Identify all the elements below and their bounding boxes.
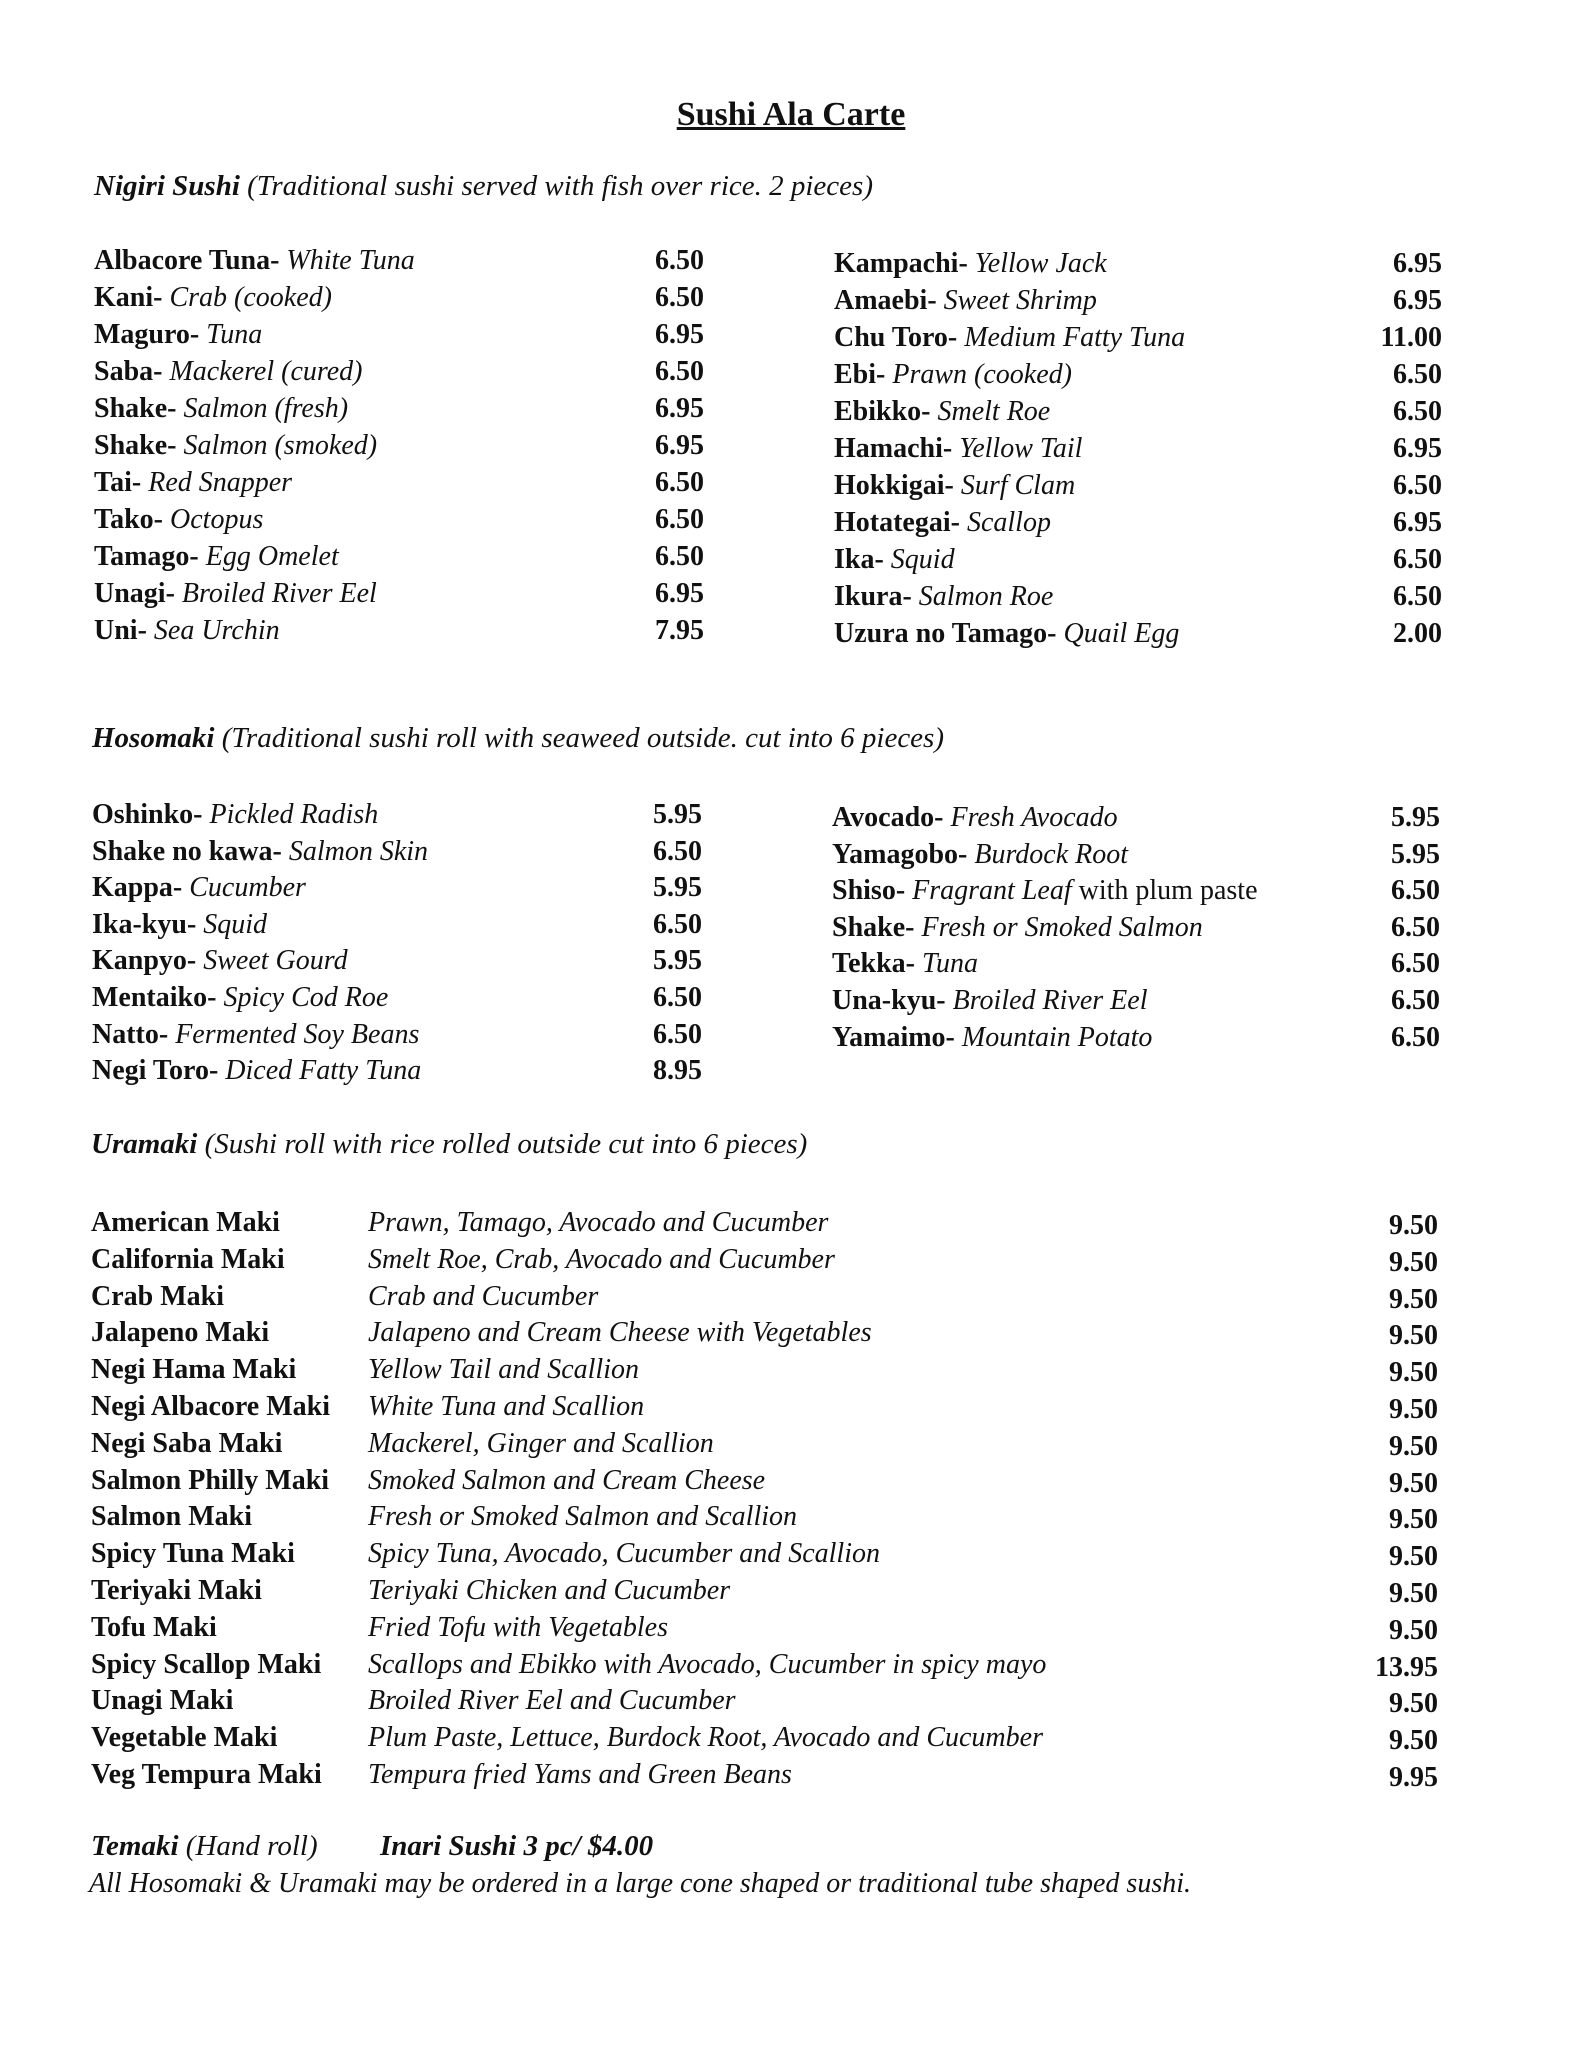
- hosomaki-item-name: [832, 1019, 1152, 1056]
- nigiri-item-price: 6.50: [655, 282, 704, 313]
- hosomaki-item-name: [92, 906, 267, 943]
- nigiri-item-name: [94, 279, 332, 316]
- item-name: Ika-kyu-: [92, 908, 204, 940]
- hosomaki-item-name: [92, 1052, 421, 1089]
- item-description: Burdock Root: [974, 838, 1129, 870]
- item-description: Salmon (smoked): [183, 430, 378, 461]
- nigiri-item-name: [94, 353, 363, 390]
- item-description: Salmon Roe: [918, 581, 1054, 612]
- item-name: Una-kyu-: [832, 985, 953, 1016]
- item-name: Tako-: [94, 504, 171, 535]
- uramaki-item-description: Prawn, Tamago, Avocado and Cucumber: [368, 1207, 829, 1238]
- hosomaki-item-name: [92, 942, 348, 979]
- item-description: Tuna: [206, 319, 263, 350]
- item-description: Squid: [203, 908, 268, 940]
- uramaki-item-price: 9.50: [1389, 1357, 1438, 1389]
- item-name: Maguro-: [94, 319, 207, 350]
- item-name: Hokkigai-: [834, 470, 961, 501]
- nigiri-item-price: 6.95: [1393, 285, 1442, 316]
- item-name: Oshinko-: [92, 799, 210, 830]
- item-description: Quail Egg: [1063, 618, 1180, 649]
- item-name: Chu Toro-: [834, 322, 965, 353]
- item-description: Yellow Tail: [959, 433, 1083, 464]
- item-description: Salmon Skin: [288, 835, 429, 867]
- item-description: Broiled River Eel: [181, 578, 377, 609]
- hosomaki-item-name: [92, 869, 306, 906]
- item-description: Fragrant Leaf: [912, 875, 1072, 907]
- uramaki-heading: [91, 1128, 807, 1161]
- item-extra: with plum paste: [1071, 875, 1258, 907]
- item-name: Spicy Scallop Maki: [91, 1648, 322, 1680]
- item-description: Surf Clam: [960, 470, 1076, 501]
- uramaki-item-description: Fresh or Smoked Salmon and Scallion: [368, 1501, 798, 1533]
- uramaki-item-name: [91, 1719, 277, 1756]
- nigiri-item-name: [94, 464, 292, 501]
- nigiri-item-price: 6.50: [1393, 396, 1442, 427]
- nigiri-item-name: [834, 541, 955, 578]
- hosomaki-item-price: 6.50: [653, 982, 702, 1013]
- nigiri-item-price: 6.50: [655, 356, 704, 387]
- uramaki-item-name: [91, 1572, 262, 1609]
- hosomaki-item-price: 6.50: [653, 1018, 702, 1050]
- uramaki-item-description: Broiled River Eel and Cucumber: [368, 1685, 736, 1717]
- item-name: Kappa-: [92, 872, 190, 904]
- hosomaki-item-price: 6.50: [1391, 1021, 1440, 1053]
- uramaki-item-description: Tempura fried Yams and Green Beans: [368, 1759, 792, 1790]
- item-description: Fermented Soy Beans: [175, 1018, 420, 1050]
- item-description: Fresh or Smoked Salmon: [921, 911, 1203, 943]
- item-name: Shake-: [832, 911, 922, 943]
- uramaki-item-description: Yellow Tail and Scallion: [368, 1354, 639, 1386]
- item-name: Salmon Philly Maki: [91, 1464, 330, 1496]
- nigiri-item-name: [834, 245, 1107, 282]
- item-name: Natto-: [92, 1018, 176, 1050]
- item-description: Medium Fatty Tuna: [964, 322, 1186, 353]
- uramaki-item-name: [91, 1609, 217, 1646]
- footer-note: All Hosomaki & Uramaki may be ordered in a large cone shaped or traditional tube shaped sushi.: [89, 1868, 1191, 1899]
- uramaki-item-description: White Tuna and Scallion: [368, 1391, 645, 1422]
- hosomaki-item-price: 6.50: [1391, 948, 1440, 980]
- nigiri-item-price: 6.95: [1393, 248, 1442, 279]
- item-description: Mountain Potato: [961, 1021, 1153, 1053]
- uramaki-description: (Sushi roll with rice rolled outside cut into 6 pieces): [204, 1128, 808, 1160]
- item-name: Hamachi-: [834, 433, 960, 464]
- item-name: Tamago-: [94, 541, 206, 572]
- item-description: Cucumber: [189, 872, 306, 904]
- hosomaki-item-name: [92, 833, 428, 870]
- item-description: Mackerel (cured): [169, 356, 363, 387]
- uramaki-item-price: 9.50: [1389, 1210, 1438, 1241]
- item-description: Octopus: [170, 504, 264, 535]
- item-name: Crab Maki: [91, 1280, 224, 1312]
- uramaki-item-name: [91, 1646, 321, 1683]
- hosomaki-item-name: [832, 799, 1118, 836]
- item-description: Egg Omelet: [205, 541, 339, 572]
- hosomaki-item-price: 5.95: [653, 799, 702, 830]
- nigiri-item-name: [834, 615, 1179, 652]
- item-name: Veg Tempura Maki: [91, 1759, 322, 1790]
- item-name: Uni-: [94, 615, 154, 646]
- item-name: Jalapeno Maki: [91, 1317, 270, 1349]
- uramaki-item-price: 9.50: [1389, 1688, 1438, 1720]
- item-description: Sea Urchin: [153, 615, 280, 646]
- nigiri-item-price: 6.95: [655, 578, 704, 609]
- item-name: Negi Toro-: [92, 1055, 226, 1087]
- uramaki-item-price: 9.50: [1389, 1430, 1438, 1462]
- uramaki-item-name: [91, 1388, 330, 1425]
- uramaki-title: Uramaki: [91, 1128, 198, 1160]
- uramaki-item-name: [91, 1756, 322, 1793]
- uramaki-item-name: [91, 1204, 280, 1241]
- hosomaki-item-price: 5.95: [653, 945, 702, 977]
- item-description: Salmon (fresh): [183, 393, 349, 424]
- nigiri-item-price: 11.00: [1380, 322, 1442, 353]
- item-name: Unagi Maki: [91, 1685, 234, 1717]
- item-name: Salmon Maki: [91, 1501, 253, 1533]
- item-name: Uzura no Tamago-: [834, 618, 1064, 649]
- item-name: Amaebi-: [834, 285, 944, 316]
- nigiri-item-name: [834, 319, 1185, 356]
- uramaki-item-description: Plum Paste, Lettuce, Burdock Root, Avocado and Cucumber: [368, 1722, 1043, 1754]
- uramaki-item-description: Teriyaki Chicken and Cucumber: [368, 1575, 731, 1606]
- item-name: American Maki: [91, 1207, 280, 1238]
- item-description: Crab (cooked): [169, 282, 332, 313]
- hosomaki-item-name: [92, 979, 388, 1016]
- item-name: Ikura-: [834, 581, 919, 612]
- item-name: Kani-: [94, 282, 170, 313]
- uramaki-item-price: 9.50: [1389, 1394, 1438, 1425]
- hosomaki-description: (Traditional sushi roll with seaweed outside. cut into 6 pieces): [221, 722, 944, 754]
- item-name: Yamaimo-: [832, 1021, 962, 1053]
- uramaki-item-price: 9.50: [1389, 1725, 1438, 1757]
- uramaki-item-price: 9.50: [1389, 1320, 1438, 1352]
- uramaki-item-description: Jalapeno and Cream Cheese with Vegetables: [368, 1317, 872, 1349]
- inari-sushi: [380, 1830, 653, 1863]
- item-name: Spicy Tuna Maki: [91, 1538, 295, 1570]
- uramaki-item-name: [91, 1535, 295, 1572]
- uramaki-item-name: [91, 1425, 282, 1462]
- hosomaki-item-name: [832, 909, 1203, 946]
- uramaki-item-name: [91, 1278, 224, 1315]
- item-description: Sweet Gourd: [203, 945, 348, 977]
- item-name: Ebi-: [834, 359, 893, 390]
- nigiri-item-name: [94, 427, 377, 464]
- item-name: Negi Hama Maki: [91, 1354, 297, 1386]
- nigiri-item-price: 6.50: [1393, 581, 1442, 612]
- nigiri-item-price: 6.50: [1393, 359, 1442, 390]
- nigiri-item-name: [94, 390, 348, 427]
- uramaki-item-name: [91, 1498, 252, 1535]
- uramaki-item-description: Mackerel, Ginger and Scallion: [368, 1427, 714, 1459]
- temaki-description: (Hand roll): [185, 1830, 318, 1862]
- uramaki-item-name: [91, 1351, 296, 1388]
- nigiri-item-name: [94, 575, 377, 612]
- hosomaki-item-price: 6.50: [1391, 985, 1440, 1016]
- hosomaki-title: Hosomaki: [92, 722, 215, 754]
- uramaki-item-price: 9.50: [1389, 1614, 1438, 1646]
- hosomaki-item-price: 5.95: [1391, 838, 1440, 870]
- item-description: Pickled Radish: [209, 799, 379, 830]
- nigiri-item-price: 6.50: [655, 245, 704, 276]
- uramaki-item-price: 9.50: [1389, 1246, 1438, 1278]
- item-name: Kampachi-: [834, 248, 975, 279]
- item-name: Unagi-: [94, 578, 182, 609]
- hosomaki-item-name: [832, 982, 1148, 1019]
- item-description: Broiled River Eel: [952, 985, 1148, 1016]
- uramaki-item-name: [91, 1682, 233, 1719]
- item-description: Spicy Cod Roe: [223, 982, 389, 1013]
- uramaki-item-name: [91, 1241, 285, 1278]
- hosomaki-item-price: 6.50: [1391, 911, 1440, 943]
- uramaki-item-price: 9.95: [1389, 1762, 1438, 1793]
- nigiri-item-price: 6.95: [1393, 433, 1442, 464]
- item-description: Fresh Avocado: [950, 802, 1118, 833]
- hosomaki-heading: [92, 722, 944, 755]
- item-name: Shake-: [94, 393, 184, 424]
- nigiri-heading: [94, 170, 873, 203]
- item-description: Scallop: [966, 507, 1051, 538]
- item-name: California Maki: [91, 1243, 285, 1275]
- nigiri-item-name: [94, 242, 415, 279]
- item-name: Albacore Tuna-: [94, 245, 287, 276]
- item-name: Shiso-: [832, 875, 913, 907]
- nigiri-item-name: [94, 316, 262, 353]
- uramaki-item-description: Fried Tofu with Vegetables: [368, 1611, 668, 1643]
- uramaki-item-description: Spicy Tuna, Avocado, Cucumber and Scallion: [368, 1538, 880, 1570]
- uramaki-item-price: 13.95: [1375, 1651, 1438, 1683]
- nigiri-item-name: [834, 430, 1082, 467]
- item-name: Tofu Maki: [91, 1611, 217, 1643]
- item-description: Red Snapper: [148, 467, 293, 498]
- nigiri-item-name: [834, 282, 1097, 319]
- inari-sushi-label: Inari Sushi 3 pc/ $4.00: [380, 1830, 654, 1862]
- item-name: Avocado-: [832, 802, 951, 833]
- uramaki-item-price: 9.50: [1389, 1541, 1438, 1573]
- item-name: Ebikko-: [834, 396, 938, 427]
- item-name: Kanpyo-: [92, 945, 204, 977]
- temaki-title: Temaki: [91, 1830, 179, 1862]
- uramaki-item-price: 9.50: [1389, 1467, 1438, 1499]
- item-name: Saba-: [94, 356, 170, 387]
- item-name: Shake-: [94, 430, 184, 461]
- item-description: Prawn (cooked): [892, 359, 1072, 390]
- nigiri-item-price: 6.50: [655, 504, 704, 535]
- nigiri-item-name: [94, 612, 280, 649]
- nigiri-item-price: 6.95: [655, 430, 704, 461]
- nigiri-title: Nigiri Sushi: [94, 170, 240, 202]
- temaki-heading: [91, 1830, 318, 1863]
- nigiri-item-price: 6.50: [1393, 544, 1442, 575]
- uramaki-item-name: [91, 1314, 269, 1351]
- hosomaki-item-name: [92, 796, 378, 833]
- uramaki-item-description: Crab and Cucumber: [368, 1280, 599, 1312]
- uramaki-item-price: 9.50: [1389, 1283, 1438, 1315]
- item-description: Sweet Shrimp: [943, 285, 1097, 316]
- item-name: Mentaiko-: [92, 982, 224, 1013]
- nigiri-item-price: 6.95: [1393, 507, 1442, 538]
- item-name: Ika-: [834, 544, 891, 575]
- item-name: Teriyaki Maki: [91, 1575, 262, 1606]
- nigiri-item-name: [834, 393, 1050, 430]
- nigiri-item-price: 6.95: [655, 393, 704, 424]
- nigiri-item-price: 6.95: [655, 319, 704, 350]
- item-description: White Tuna: [286, 245, 415, 276]
- nigiri-item-name: [834, 467, 1075, 504]
- hosomaki-item-name: [832, 872, 1258, 909]
- nigiri-description: (Traditional sushi served with fish over rice. 2 pieces): [247, 170, 873, 202]
- hosomaki-item-name: [92, 1016, 419, 1053]
- nigiri-item-name: [834, 356, 1072, 393]
- nigiri-item-price: 2.00: [1393, 618, 1442, 649]
- hosomaki-item-price: 5.95: [1391, 802, 1440, 833]
- nigiri-item-name: [834, 504, 1051, 541]
- hosomaki-item-price: 6.50: [653, 835, 702, 867]
- uramaki-item-description: Smoked Salmon and Cream Cheese: [368, 1464, 766, 1496]
- item-description: Yellow Jack: [974, 248, 1107, 279]
- item-description: Diced Fatty Tuna: [225, 1055, 422, 1087]
- hosomaki-item-price: 5.95: [653, 872, 702, 904]
- uramaki-item-description: Scallops and Ebikko with Avocado, Cucumber in spicy mayo: [368, 1648, 1047, 1680]
- item-name: Hotategai-: [834, 507, 967, 538]
- hosomaki-item-price: 6.50: [1391, 875, 1440, 907]
- hosomaki-item-name: [832, 836, 1128, 873]
- item-name: Shake no kawa-: [92, 835, 289, 867]
- nigiri-item-name: [94, 501, 263, 538]
- item-description: Squid: [890, 544, 955, 575]
- hosomaki-item-price: 8.95: [653, 1055, 702, 1087]
- item-description: Smelt Roe: [937, 396, 1051, 427]
- hosomaki-item-name: [832, 945, 978, 982]
- nigiri-item-price: 6.50: [655, 541, 704, 572]
- item-name: Tekka-: [832, 948, 923, 980]
- item-name: Vegetable Maki: [91, 1722, 278, 1754]
- uramaki-item-price: 9.50: [1389, 1578, 1438, 1609]
- nigiri-item-price: 6.50: [655, 467, 704, 498]
- item-description: Tuna: [922, 948, 979, 980]
- nigiri-item-name: [834, 578, 1053, 615]
- page-title: Sushi Ala Carte: [676, 96, 906, 133]
- item-name: Yamagobo-: [832, 838, 975, 870]
- nigiri-item-price: 7.95: [655, 615, 704, 646]
- nigiri-item-name: [94, 538, 339, 575]
- item-name: Negi Saba Maki: [91, 1427, 283, 1459]
- nigiri-item-price: 6.50: [1393, 470, 1442, 501]
- hosomaki-item-price: 6.50: [653, 908, 702, 940]
- item-name: Negi Albacore Maki: [91, 1391, 331, 1422]
- item-name: Tai-: [94, 467, 149, 498]
- uramaki-item-description: Smelt Roe, Crab, Avocado and Cucumber: [368, 1243, 835, 1275]
- uramaki-item-price: 9.50: [1389, 1504, 1438, 1536]
- uramaki-item-name: [91, 1462, 329, 1499]
